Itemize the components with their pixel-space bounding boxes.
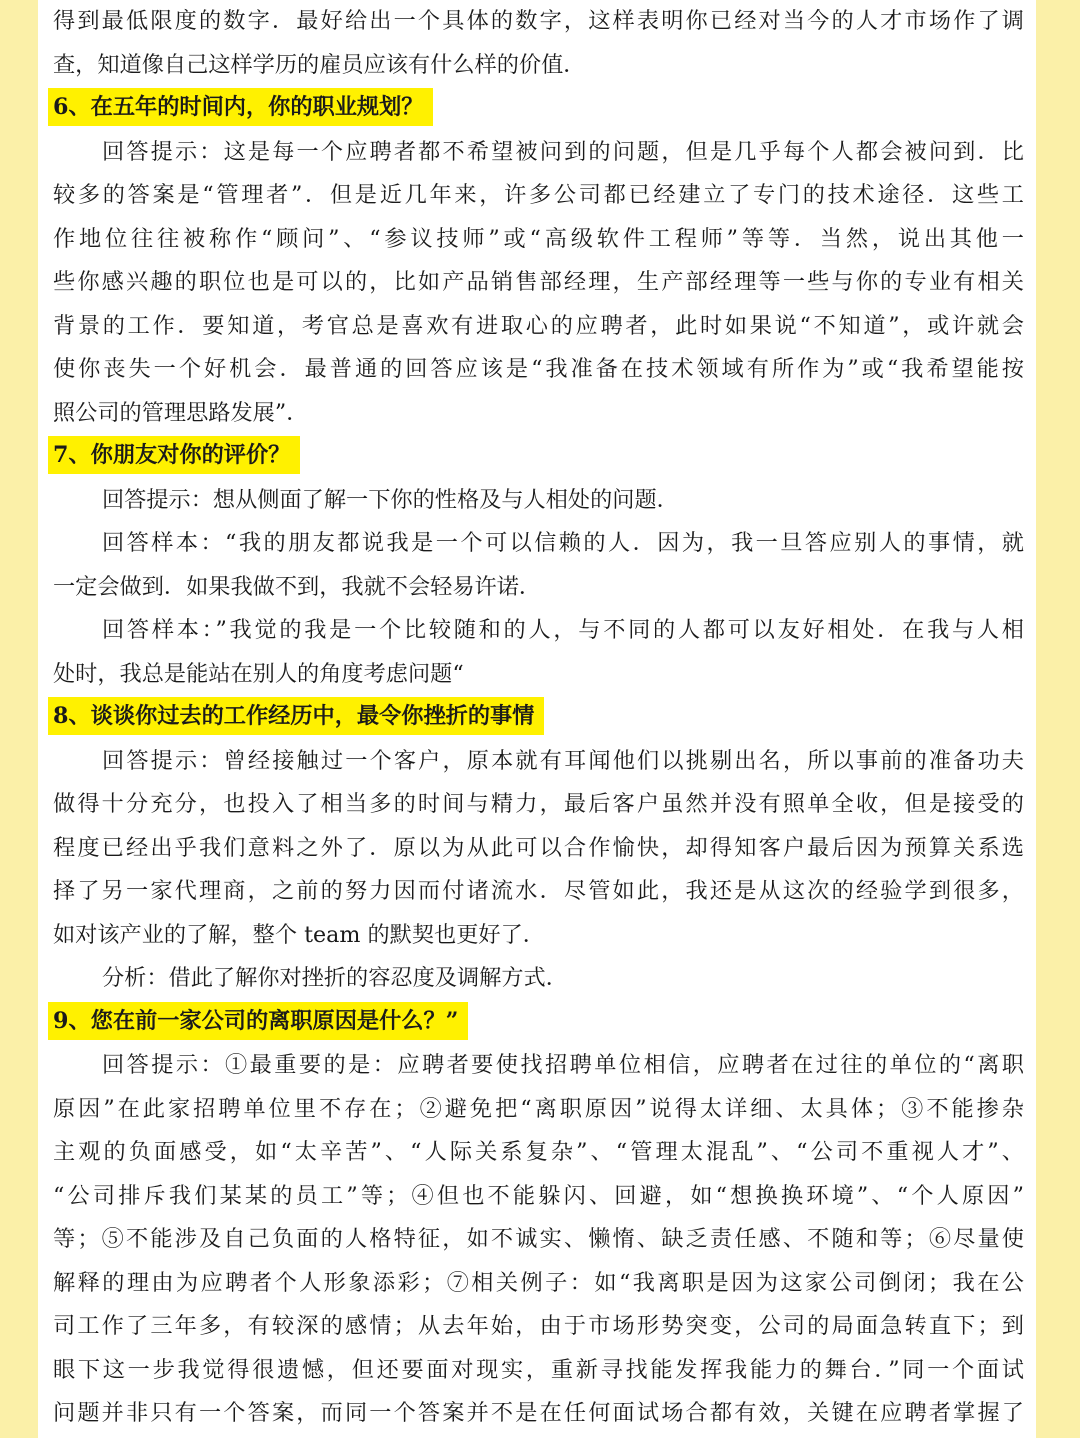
body-text-line: 回答提示：曾经接触过一个客户，原本就有耳闻他们以挑剔出名，所以事前的准备功夫: [102, 747, 1024, 774]
body-text-line: 回答提示：①最重要的是：应聘者要使找招聘单位相信，应聘者在过往的单位的“离职: [102, 1052, 1024, 1078]
body-text-line: 查，知道像自己这样学历的雇员应该有什么样的价值．: [53, 51, 586, 78]
question-heading-text: 7、你朋友对你的评价？: [48, 436, 300, 474]
body-text-line: 等；⑤不能涉及自己负面的人格特征，如不诚实、懒惰、缺乏责任感、不随和等；⑥尽量使: [53, 1226, 1024, 1252]
question-heading-text: 9、您在前一家公司的离职原因是什么？”: [48, 1002, 468, 1040]
body-text-line: 回答样本：“我的朋友都说我是一个可以信赖的人．因为，我一旦答应别人的事情，就: [102, 530, 1024, 556]
question-heading-text: 6、在五年的时间内，你的职业规划？: [48, 88, 433, 126]
body-text-line: 主观的负面感受，如“太辛苦”、“人际关系复杂”、“管理太混乱”、“公司不重视人才”、: [53, 1139, 1024, 1165]
body-text-line: 司工作了三年多，有较深的感情；从去年始，由于市场形势突变，公司的局面急转直下；到: [53, 1313, 1024, 1339]
body-text-line: 作地位往往被称作“顾问”、“参议技师”或“高级软件工程师”等等．当然，说出其他一: [53, 225, 1024, 252]
question-heading: [53, 696, 1024, 740]
question-heading: [53, 87, 1024, 131]
body-text-line: 得到最低限度的数字．最好给出一个具体的数字，这样表明你已经对当今的人才市场作了调: [53, 8, 1024, 34]
body-text-line: 眼下这一步我觉得很遗憾，但还要面对现实，重新寻找能发挥我能力的舞台．”同一个面试: [53, 1356, 1024, 1383]
body-text-line: 择了另一家代理商，之前的努力因而付诸流水．尽管如此，我还是从这次的经验学到很多，: [53, 878, 1024, 904]
body-text-line: 分析：借此了解你对挫折的容忍度及调解方式．: [102, 965, 568, 991]
body-text-line: 背景的工作．要知道，考官总是喜欢有进取心的应聘者，此时如果说“不知道”，或许就会: [53, 312, 1024, 339]
body-text-line: 程度已经出乎我们意料之外了．原以为从此可以合作愉快，却得知客户最后因为预算关系选: [53, 834, 1024, 861]
body-text-line: 回答提示：这是每一个应聘者都不希望被问到的问题，但是几乎每个人都会被问到．比: [102, 138, 1024, 165]
body-text-line: 使你丧失一个好机会．最普通的回答应该是“我准备在技术领域有所作为”或“我希望能按: [53, 356, 1024, 382]
body-text-line: 问题并非只有一个答案，而同一个答案并不是在任何面试场合都有效，关键在应聘者掌握了: [53, 1400, 1024, 1426]
body-text-line: 照公司的管理思路发展”．: [53, 399, 309, 426]
question-heading: [53, 1001, 1024, 1045]
body-text-line: 些你感兴趣的职位也是可以的，比如产品销售部经理，生产部经理等一些与你的专业有相关: [53, 269, 1024, 295]
body-text-line: “公司排斥我们某某的员工”等；④但也不能躲闪、回避，如“想换换环境”、“个人原因”: [53, 1182, 1024, 1209]
body-text-line: 处时，我总是能站在别人的角度考虑问题“: [53, 660, 464, 687]
body-text-line: 如对该产业的了解，整个 team 的默契也更好了．: [53, 921, 545, 948]
body-text-line: 做得十分充分，也投入了相当多的时间与精力，最后客户虽然并没有照单全收，但是接受的: [53, 791, 1024, 817]
body-text-line: 回答样本：”我觉的我是一个比较随和的人，与不同的人都可以友好相处．在我与人相: [102, 617, 1024, 643]
body-text-line: 回答提示：想从侧面了解一下你的性格及与人相处的问题．: [102, 486, 679, 513]
body-text-line: 较多的答案是“管理者”．但是近几年来，许多公司都已经建立了专门的技术途径．这些工: [53, 182, 1024, 208]
body-text-line: 解释的理由为应聘者个人形象添彩；⑦相关例子：如“我离职是因为这家公司倒闭；我在公: [53, 1269, 1024, 1296]
document-page: [38, 0, 1036, 1438]
question-heading: [53, 435, 1024, 479]
question-heading-text: 8、谈谈你过去的工作经历中，最令你挫折的事情: [48, 697, 544, 735]
body-text-line: 一定会做到．如果我做不到，我就不会轻易许诺．: [53, 573, 542, 600]
body-text-line: 原因”在此家招聘单位里不存在；②避免把“离职原因”说得太详细、太具体；③不能掺杂: [53, 1095, 1024, 1122]
